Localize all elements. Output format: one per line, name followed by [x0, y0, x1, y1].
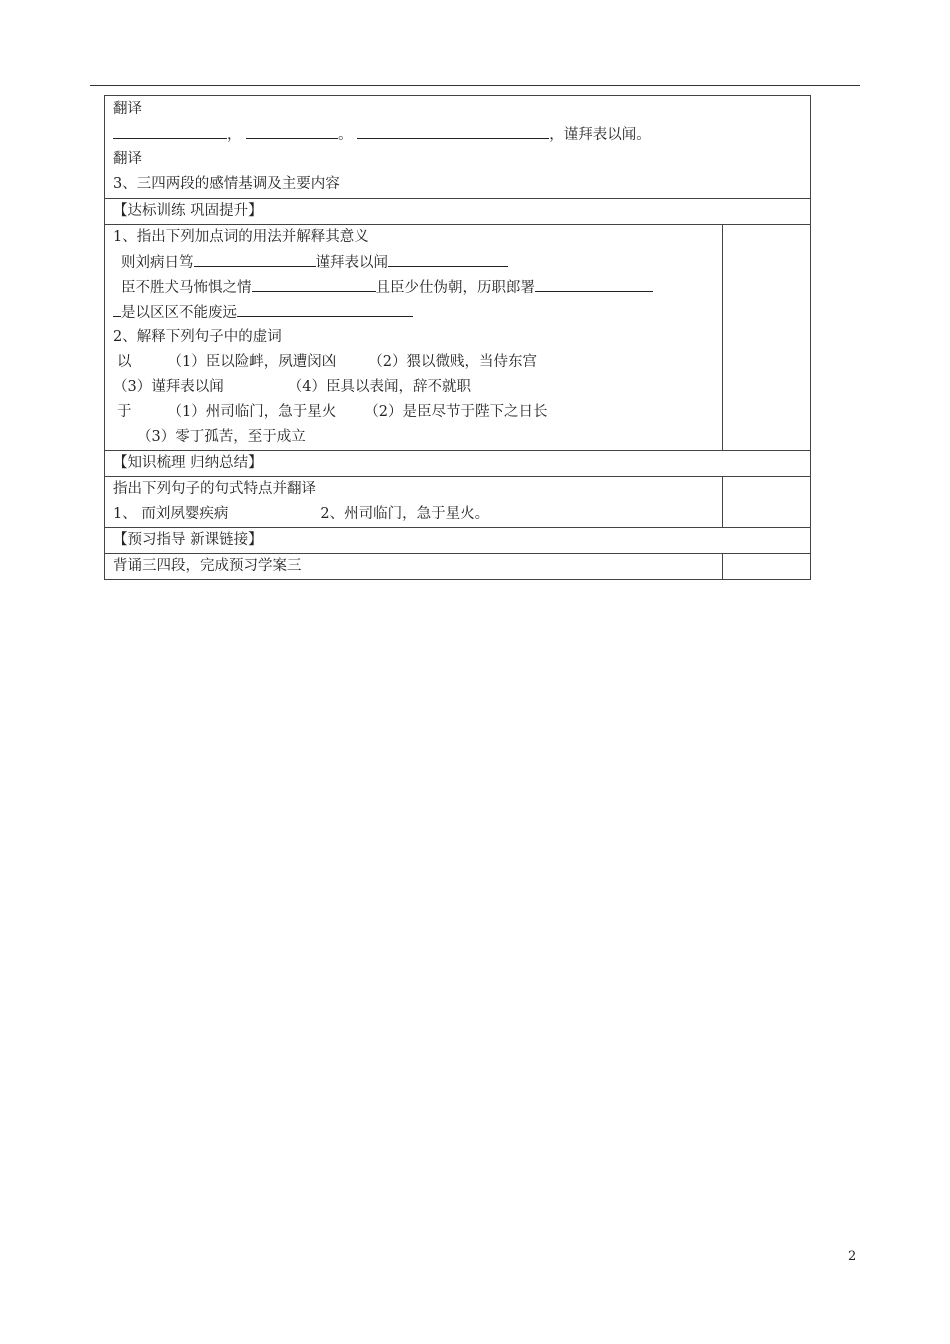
question-3: 3、三四两段的感情基调及主要内容	[113, 176, 340, 192]
summary-sentences	[113, 502, 714, 527]
sentence-2: 2、州司临门，急于星火。	[320, 506, 490, 522]
notes-column	[723, 554, 811, 580]
page-number: 2	[848, 1249, 857, 1264]
sentence: 且臣少仕伪朝，历职郎署	[375, 280, 535, 296]
practice-row	[105, 225, 811, 451]
sentence: 臣不胜犬马怖惧之情	[121, 280, 252, 296]
answer-blank[interactable]	[113, 300, 121, 317]
function-word-yu-line-1	[113, 400, 714, 425]
translate-label-1: 翻译	[113, 101, 142, 117]
answer-blank[interactable]	[252, 275, 376, 292]
preview-instruction: 背诵三四段，完成预习学案三	[113, 558, 302, 574]
translation-blanks-line	[113, 122, 802, 147]
worksheet-table	[104, 95, 811, 580]
translate-label-2: 翻译	[113, 151, 142, 167]
section-header-summary: 【知识梳理 归纳总结】	[105, 451, 811, 477]
function-word-yu-line-2: （3）零丁孤苦，至于成立	[137, 429, 306, 445]
summary-instruction: 指出下列句子的句式特点并翻译	[113, 481, 316, 497]
exercise-line-c	[113, 300, 714, 325]
example-sentence: （1）臣以险衅，夙遭闵凶	[167, 354, 337, 370]
function-word-yi-line-1	[113, 350, 714, 375]
preview-row	[105, 554, 811, 580]
answer-blank[interactable]	[246, 122, 338, 139]
sentence: 是以区区不能废远	[121, 305, 237, 321]
section-header-row	[105, 199, 811, 225]
answer-blank[interactable]	[194, 250, 316, 267]
example-sentence: （1）州司临门，急于星火	[167, 404, 337, 420]
example-sentence: （3）谨拜表以闻	[113, 379, 224, 395]
example-sentence: （2）是臣尽节于陛下之日长	[364, 404, 548, 420]
function-word-yu: 于	[117, 404, 132, 420]
period: 。	[338, 127, 353, 143]
answer-blank[interactable]	[237, 300, 413, 317]
answer-blank[interactable]	[357, 122, 549, 139]
question-1: 1、指出下列加点词的用法并解释其意义	[113, 229, 369, 245]
notes-column	[723, 477, 811, 528]
function-word-yi: 以	[117, 354, 132, 370]
translation-block-row	[105, 96, 811, 199]
comma: ，	[227, 127, 242, 143]
example-sentence: （4）臣具以表闻，辞不就职	[287, 379, 471, 395]
notes-column	[723, 225, 811, 451]
summary-row	[105, 477, 811, 528]
answer-blank[interactable]	[113, 122, 227, 139]
exercise-line-b	[113, 275, 714, 300]
sentence: 则刘病日笃	[121, 255, 194, 271]
answer-blank[interactable]	[535, 275, 653, 292]
function-word-yi-line-2	[113, 375, 714, 400]
question-2: 2、解释下列句子中的虚词	[113, 329, 282, 345]
answer-blank[interactable]	[388, 250, 508, 267]
section-header-row	[105, 528, 811, 554]
line-ending-text: ，谨拜表以闻。	[549, 127, 651, 143]
header-rule	[90, 85, 860, 86]
section-header-practice: 【达标训练 巩固提升】	[105, 199, 811, 225]
section-header-preview: 【预习指导 新课链接】	[105, 528, 811, 554]
sentence: 谨拜表以闻	[315, 255, 388, 271]
sentence-1: 1、 而刘夙婴疾病	[113, 506, 229, 522]
exercise-line-a	[113, 250, 714, 275]
example-sentence: （2）猥以微贱，当侍东宫	[368, 354, 537, 370]
section-header-row	[105, 451, 811, 477]
